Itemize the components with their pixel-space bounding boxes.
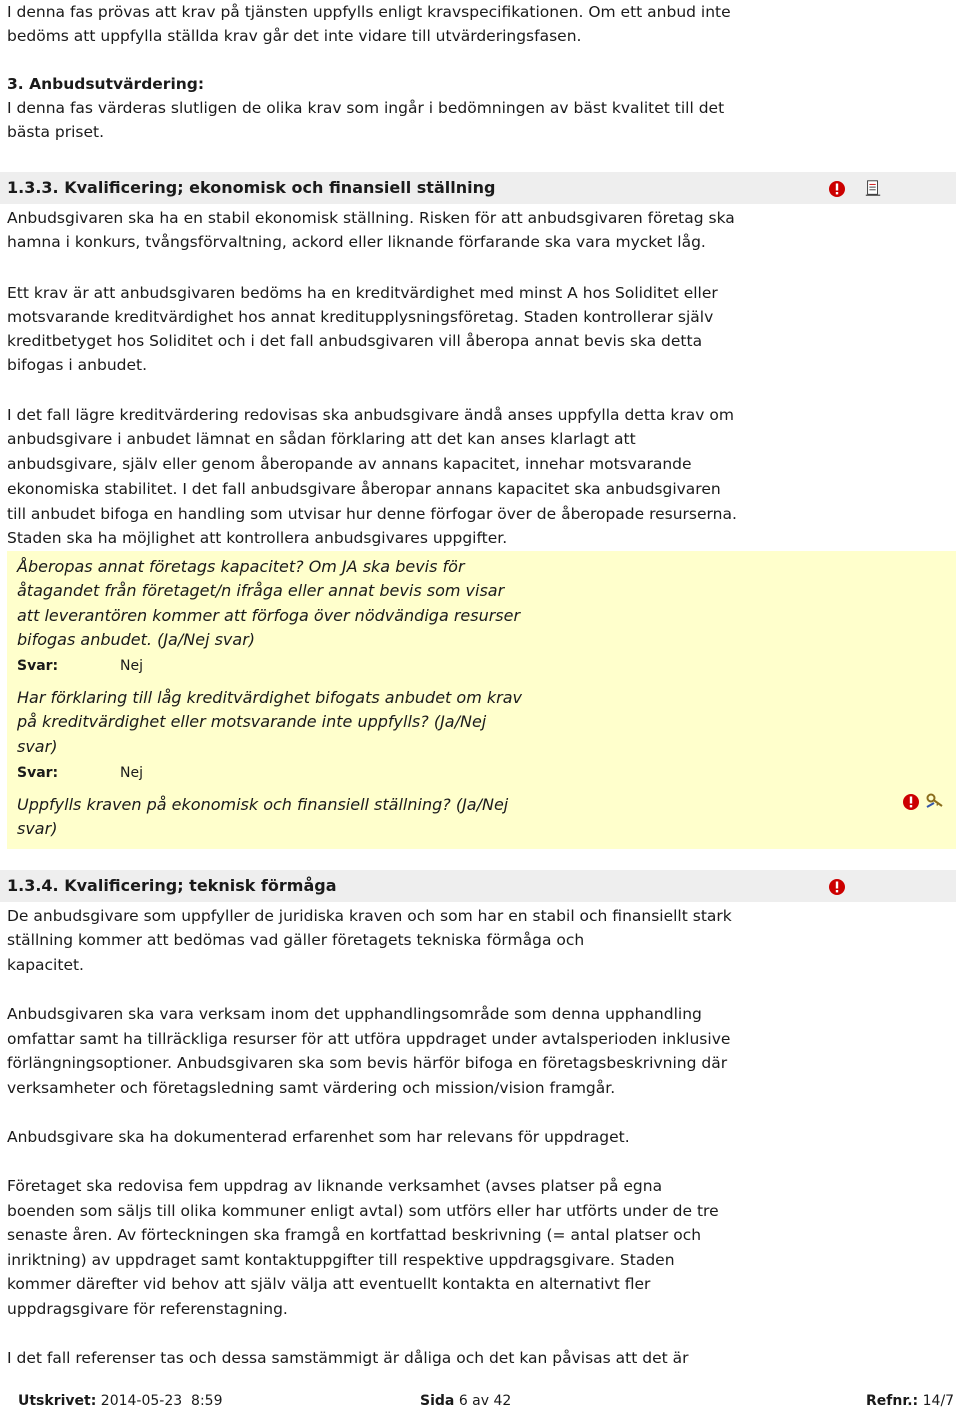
- text-line: bedöms att uppfylla ställda krav går det inte vidare till utvärderingsfasen.: [7, 27, 582, 45]
- phase3-title: 3. Anbudsutvärdering:: [7, 75, 205, 93]
- text-line: hamna i konkurs, tvångsförvaltning, ackord eller liknande förfarande ska vara mycket låg.: [7, 233, 706, 251]
- exclamation-icon[interactable]: [828, 180, 846, 198]
- text-line: kreditbetyget hos Soliditet och i det fall anbudsgivaren vill åberopa annat bevis ska detta: [7, 332, 703, 350]
- page-label: Sida: [420, 1393, 455, 1409]
- question-line: svar): [17, 737, 58, 756]
- question-line: Har förklaring till låg kreditvärdighet bifogats anbudet om krav: [17, 688, 522, 707]
- text-line: kapacitet.: [7, 956, 84, 974]
- answer-label: Svar:: [17, 658, 59, 674]
- key-pencil-icon[interactable]: [925, 792, 945, 810]
- page-number: [420, 1390, 511, 1412]
- text-line: senaste åren. Av förteckningen ska framgå en kortfattad beskrivning (= antal platser och: [7, 1226, 702, 1244]
- section-heading: 1.3.4. Kvalificering; teknisk förmåga: [7, 876, 337, 895]
- text-line: bifogas i anbudet.: [7, 356, 148, 374]
- text-line: Staden ska ha möjlighet att kontrollera anbudsgivares uppgifter.: [7, 529, 508, 547]
- text-line: motsvarande kreditvärdighet hos annat kreditupplysningsföretag. Staden kontrollerar själv: [7, 308, 714, 326]
- printed-date: [18, 1390, 222, 1412]
- printed-value: 2014-05-23 8:59: [100, 1393, 223, 1409]
- reference-number: [866, 1390, 954, 1412]
- text-line: till anbudet bifoga en handling som utvisar hur denne förfogar över de åberopade resurserna.: [7, 505, 737, 523]
- ref-value: 14/7: [922, 1393, 955, 1409]
- question-box: [7, 683, 956, 791]
- text-line: I det fall lägre kreditvärdering redovisas ska anbudsgivare ändå anses uppfylla detta krav om: [7, 406, 734, 424]
- question-line: Åberopas annat företags kapacitet? Om JA ska bevis för: [17, 557, 465, 576]
- answer-label: Svar:: [17, 765, 59, 781]
- question-box: [7, 791, 956, 849]
- text-line: uppdragsgivare för referenstagning.: [7, 1300, 288, 1318]
- text-line: Företaget ska redovisa fem uppdrag av liknande verksamhet (avses platser på egna: [7, 1177, 663, 1195]
- page-value: 6 av 42: [458, 1393, 512, 1409]
- document-icon[interactable]: [864, 179, 882, 197]
- ref-label: Refnr.:: [866, 1393, 919, 1409]
- text-line: ställning kommer att bedömas vad gäller företagets tekniska förmåga och: [7, 931, 585, 949]
- text-line: anbudsgivare, själv eller genom åberopande av annans kapacitet, innehar motsvarande: [7, 455, 692, 473]
- text-line: kommer därefter vid behov att själv välja att eventuellt kontakta en alternativt fler: [7, 1275, 651, 1293]
- text-line: inriktning) av uppdraget samt kontaktuppgifter till respektive uppdragsgivare. Staden: [7, 1251, 675, 1269]
- answer-value: Nej: [120, 658, 143, 674]
- exclamation-icon[interactable]: [828, 878, 846, 896]
- text-line: verksamheter och företagsledning samt värdering och mission/vision framgår.: [7, 1079, 616, 1097]
- section-heading: 1.3.3. Kvalificering; ekonomisk och finansiell ställning: [7, 178, 496, 197]
- question-line: Uppfylls kraven på ekonomisk och finansiell ställning? (Ja/Nej: [17, 795, 509, 814]
- text-line: ekonomiska stabilitet. I det fall anbudsgivare åberopar annans kapacitet ska anbudsgivaren: [7, 480, 721, 498]
- question-line: på kreditvärdighet eller motsvarande inte uppfylls? (Ja/Nej: [17, 712, 487, 731]
- printed-label: Utskrivet:: [18, 1393, 97, 1409]
- text-line: I denna fas prövas att krav på tjänsten uppfylls enligt kravspecifikationen. Om ett anbud inte: [7, 3, 731, 21]
- text-line: Ett krav är att anbudsgivaren bedöms ha en kreditvärdighet med minst A hos Soliditet eller: [7, 284, 718, 302]
- text-line: förlängningsoptioner. Anbudsgivaren ska som bevis härför bifoga en företagsbeskrivning där: [7, 1054, 728, 1072]
- text-line: omfattar samt ha tillräckliga resurser för att utföra uppdraget under avtalsperioden inklusive: [7, 1030, 731, 1048]
- question-line: att leverantören kommer att förfoga över nödvändiga resurser: [17, 606, 521, 625]
- text-line: Anbudsgivaren ska ha en stabil ekonomisk ställning. Risken för att anbudsgivaren företag ska: [7, 209, 735, 227]
- question-line: åtagandet från företaget/n ifråga eller annat bevis som visar: [17, 581, 505, 600]
- text-line: anbudsgivare i anbudet lämnat en sådan förklaring att det kan anses klarlagt att: [7, 430, 636, 448]
- question-box: [7, 551, 956, 683]
- question-line: bifogas anbudet. (Ja/Nej svar): [17, 630, 256, 649]
- answer-value: Nej: [120, 765, 143, 781]
- text-line: boenden som säljs till olika kommuner enligt avtal) som utförs eller har utförts under de tre: [7, 1202, 719, 1220]
- text-line: bästa priset.: [7, 123, 105, 141]
- text-line: I det fall referenser tas och dessa samstämmigt är dåliga och det kan påvisas att det är: [7, 1349, 689, 1367]
- exclamation-icon[interactable]: [902, 793, 920, 811]
- text-line: I denna fas värderas slutligen de olika krav som ingår i bedömningen av bäst kvalitet till det: [7, 99, 725, 117]
- section-heading-bar: [0, 870, 956, 902]
- text-line: De anbudsgivare som uppfyller de juridiska kraven och som har en stabil och finansiellt stark: [7, 907, 732, 925]
- section-heading-bar: [0, 172, 956, 204]
- question-line: svar): [17, 819, 58, 838]
- text-line: Anbudsgivaren ska vara verksam inom det upphandlingsområde som denna upphandling: [7, 1005, 702, 1023]
- text-line: Anbudsgivare ska ha dokumenterad erfarenhet som har relevans för uppdraget.: [7, 1128, 630, 1146]
